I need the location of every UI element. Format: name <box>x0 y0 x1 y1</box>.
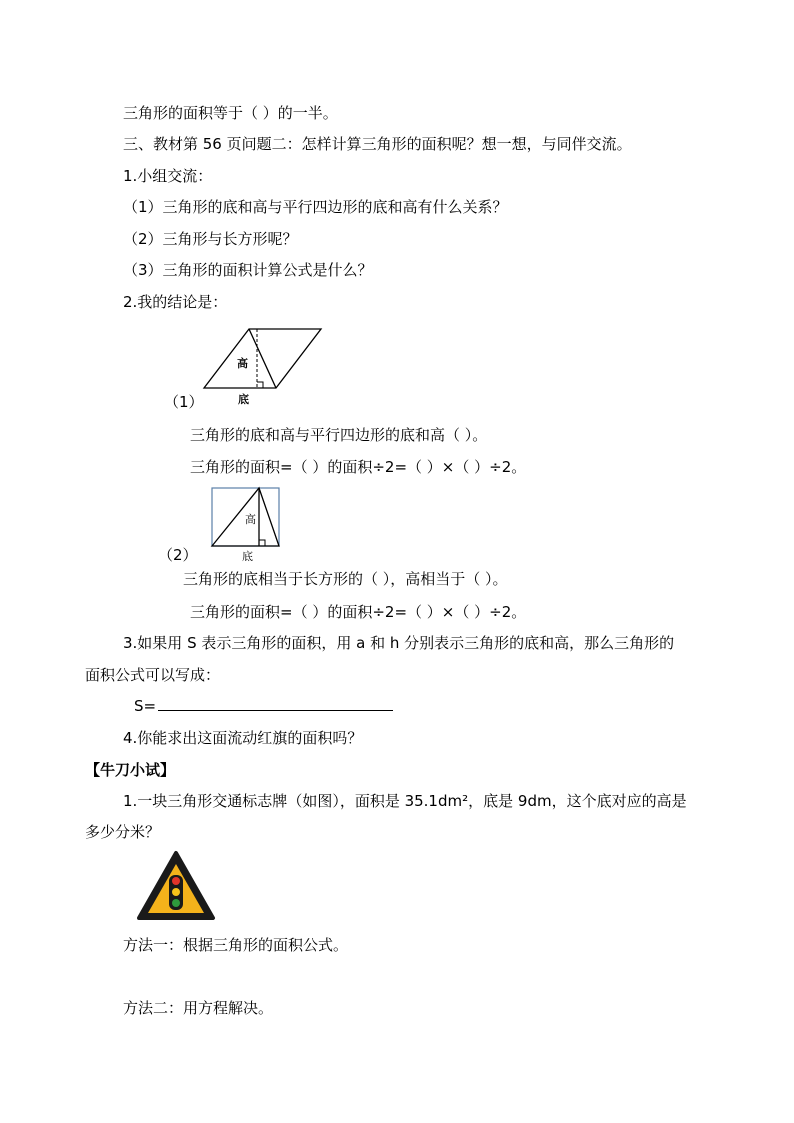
formula-answer <box>134 696 393 716</box>
formula-blank <box>158 696 393 711</box>
parallelogram-figure <box>200 325 325 407</box>
fig1-height-label: 高 <box>237 357 248 370</box>
line-1: 三角形的面积等于（ ）的一半。 <box>123 104 338 122</box>
line-fig2-area: 三角形的面积=（ ）的面积÷2=（ ）×（ ）÷2。 <box>190 603 527 621</box>
line-2: 三、教材第 56 页问题二：怎样计算三角形的面积呢？想一想，与同伴交流。 <box>123 135 632 153</box>
method-1: 方法一：根据三角形的面积公式。 <box>123 936 349 954</box>
fig2-height-label: 高 <box>245 513 256 526</box>
line-fig1-area: 三角形的面积=（ ）的面积÷2=（ ）×（ ）÷2。 <box>190 458 527 476</box>
question-3: （3）三角形的面积计算公式是什么？ <box>123 261 373 279</box>
traffic-sign-icon <box>136 850 216 922</box>
method-2: 方法二：用方程解决。 <box>123 999 274 1017</box>
fig1-base-label: 底 <box>238 393 249 406</box>
line-3: 1.小组交流： <box>123 167 213 185</box>
fig2-number: （2） <box>158 546 198 564</box>
problem-1-cont: 多少分米？ <box>85 823 161 841</box>
section-heading: 【牛刀小试】 <box>85 761 176 779</box>
conclusion-heading: 2.我的结论是： <box>123 293 228 311</box>
line-formula-cont: 面积公式可以写成： <box>85 666 221 684</box>
line-formula-question: 3.如果用 S 表示三角形的面积，用 a 和 h 分别表示三角形的底和高，那么三角形的 <box>123 634 675 652</box>
fig1-number: （1） <box>164 393 204 411</box>
rectangle-figure <box>210 486 282 564</box>
line-flag-question: 4.你能求出这面流动红旗的面积吗？ <box>123 729 363 747</box>
line-fig1-relation: 三角形的底和高与平行四边形的底和高（ ）。 <box>190 426 488 444</box>
fig2-base-label: 底 <box>242 550 253 563</box>
formula-s-label: S= <box>134 697 157 715</box>
question-2: （2）三角形与长方形呢？ <box>123 230 298 248</box>
problem-1: 1.一块三角形交通标志牌（如图），面积是 35.1dm²，底是 9dm，这个底对应的高是 <box>123 792 687 810</box>
line-fig2-relation: 三角形的底相当于长方形的（ ），高相当于（ ）。 <box>183 570 508 588</box>
question-1: （1）三角形的底和高与平行四边形的底和高有什么关系？ <box>123 198 508 216</box>
